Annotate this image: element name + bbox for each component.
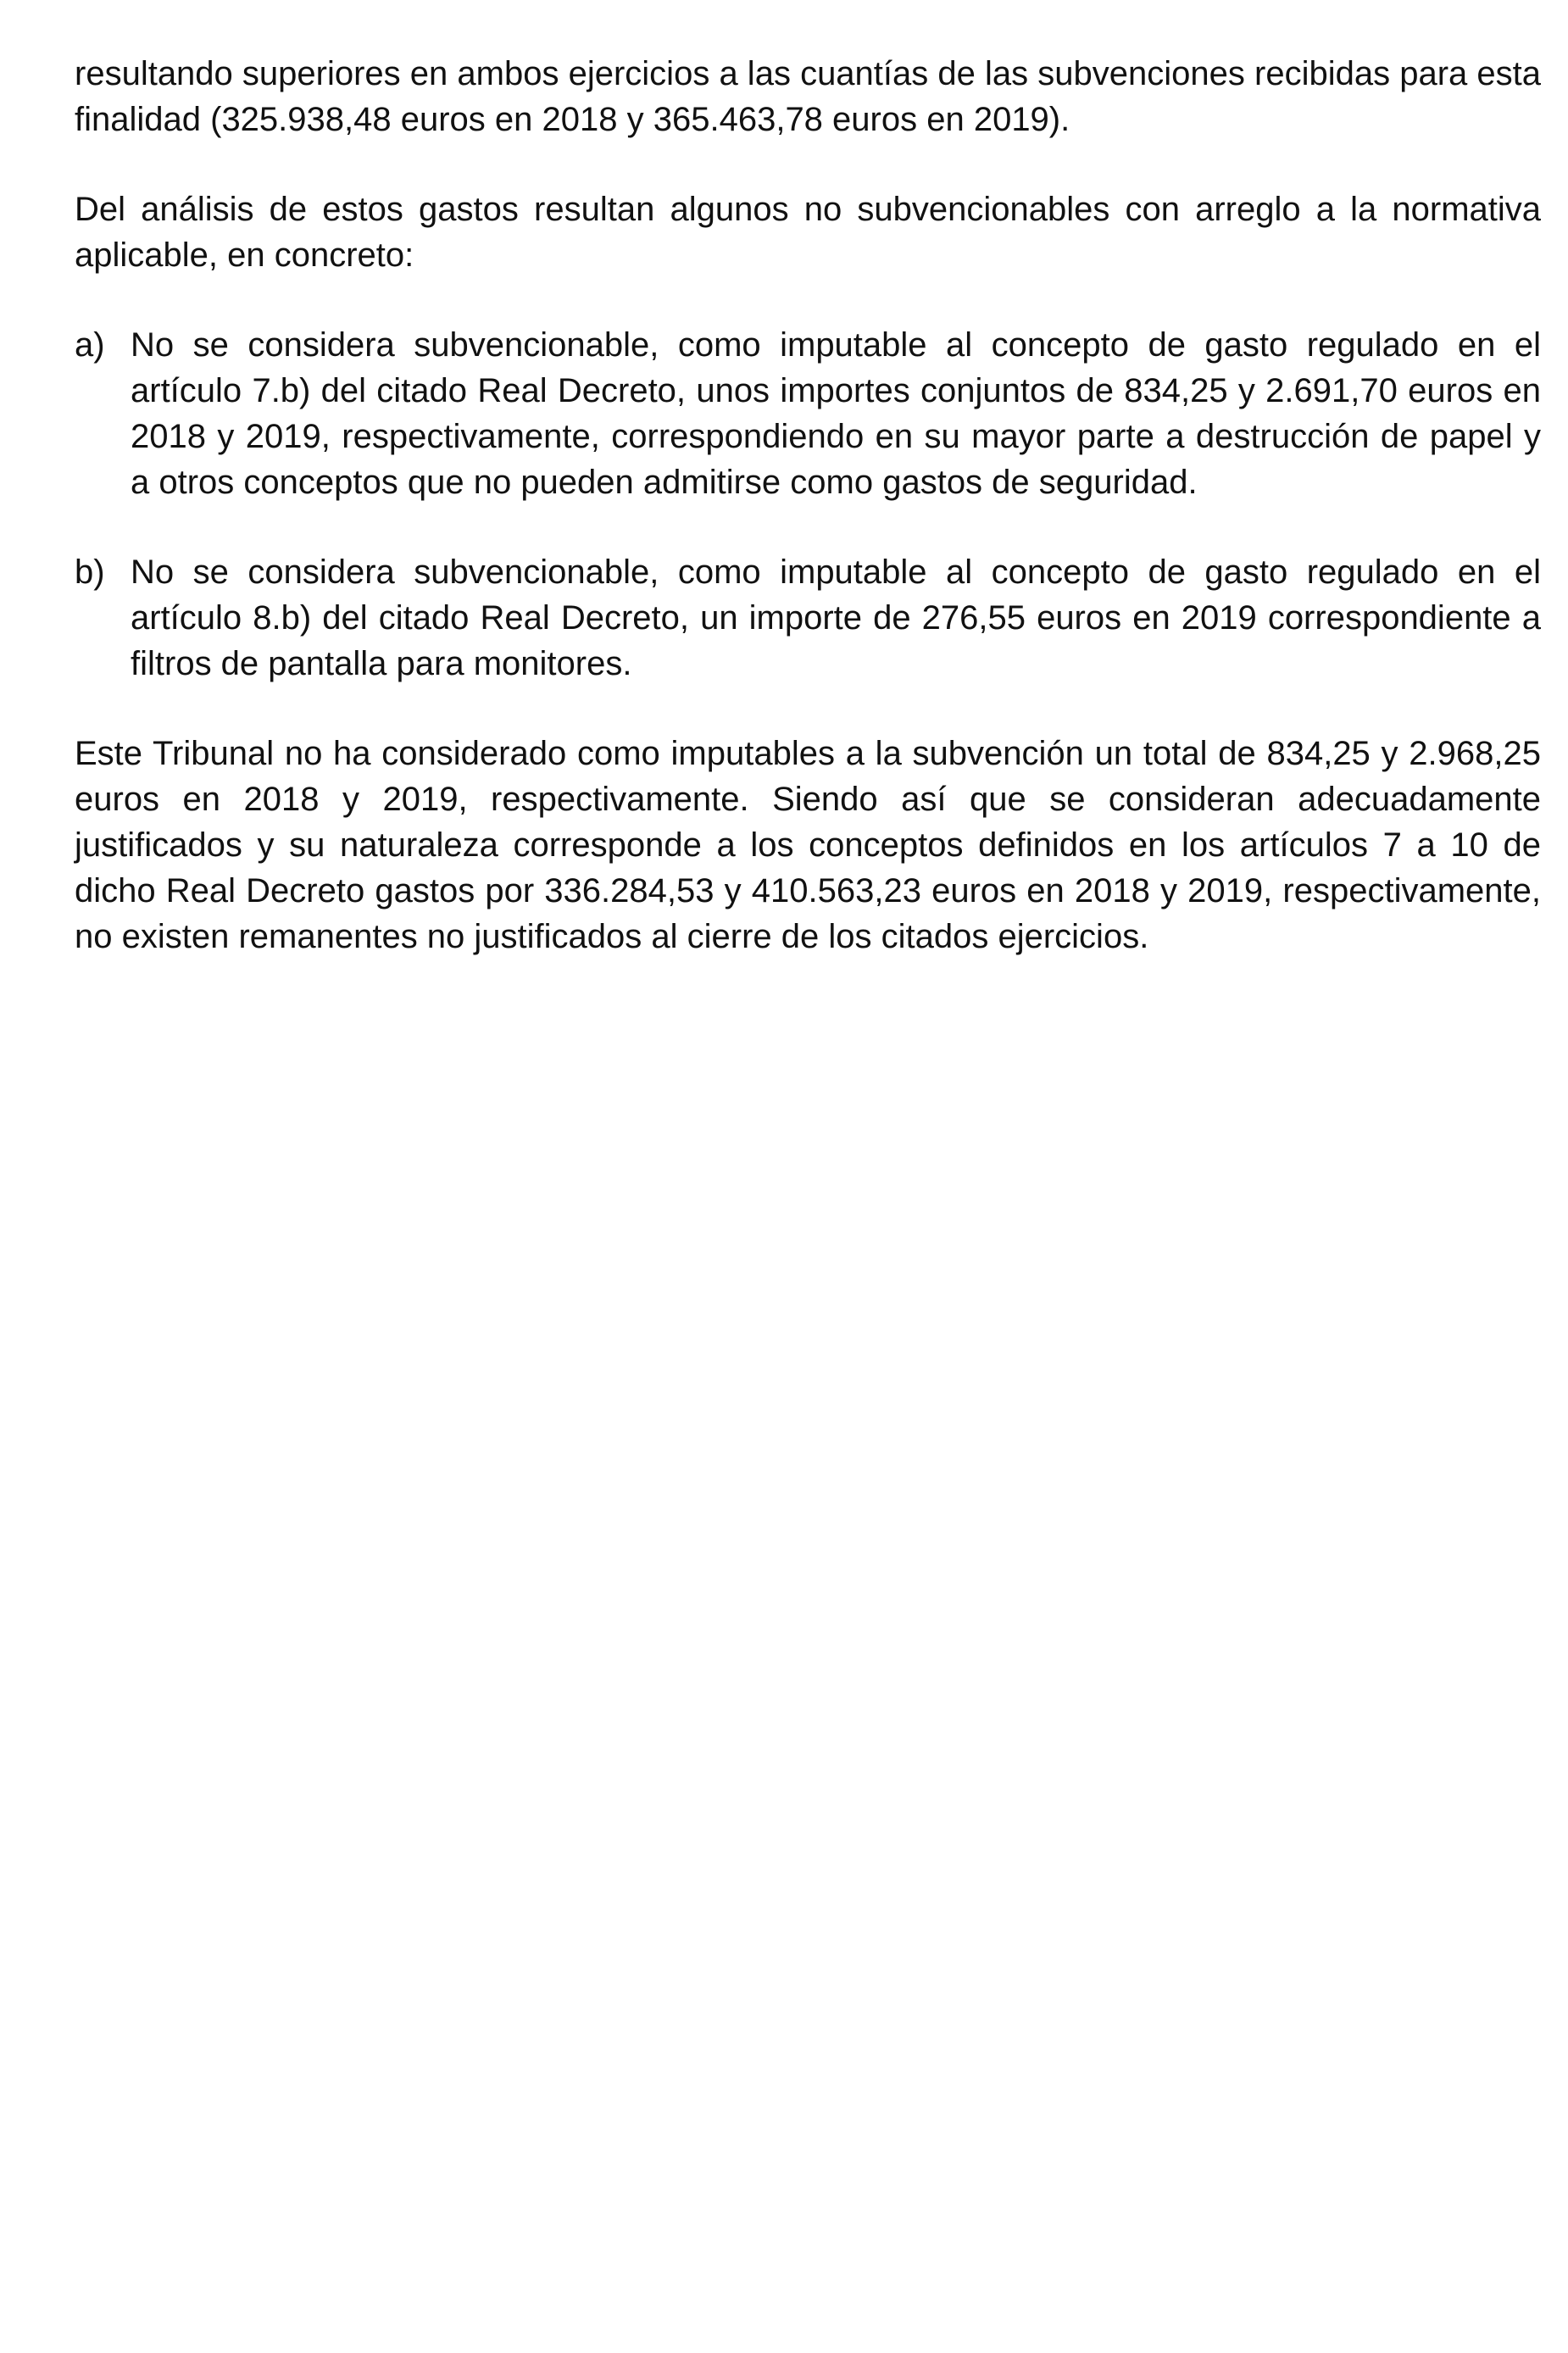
paragraph-continuation: resultando superiores en ambos ejercicios a las cuantías de las subvenciones recibidas para esta finalidad (325.938,48 euros en 2018 y 365.463,78 euros en 2019). (75, 55, 1541, 138)
paragraph-intro-list: Del análisis de estos gastos resultan algunos no subvencionables con arreglo a la normativa aplicable, en concreto: (75, 191, 1541, 274)
document-body (75, 51, 1541, 1004)
list-item-label: b) (75, 553, 105, 591)
list-item-a (75, 322, 1541, 505)
list-item-text: No se considera subvencionable, como imputable al concepto de gasto regulado en el artículo 8.b) del citado Real Decreto, un importe de 276,55 euros en 2019 correspondiente a filtros de pantalla para monitores. (131, 553, 1541, 682)
list-item-label: a) (75, 326, 105, 364)
list-item-text: No se considera subvencionable, como imputable al concepto de gasto regulado en el artículo 7.b) del citado Real Decreto, unos importes conjuntos de 834,25 y 2.691,70 euros en 2018 y 2019, respectivamente, correspondiendo en su mayor parte a destrucción de papel y a otros conceptos que no pueden admitirse como gastos de seguridad. (131, 326, 1541, 501)
list-item-b (75, 549, 1541, 687)
paragraph-conclusion: Este Tribunal no ha considerado como imputables a la subvención un total de 834,25 y 2.968,25 euros en 2018 y 2019, respectivamente. Siendo así que se consideran adecuadamente justificados y su naturaleza corresponde a los conceptos definidos en los artículos 7 a 10 de dicho Real Decreto gastos por 336.284,53 y 410.563,23 euros en 2018 y 2019, respectivamente, no existen remanentes no justificados al cierre de los citados ejercicios. (75, 735, 1541, 955)
